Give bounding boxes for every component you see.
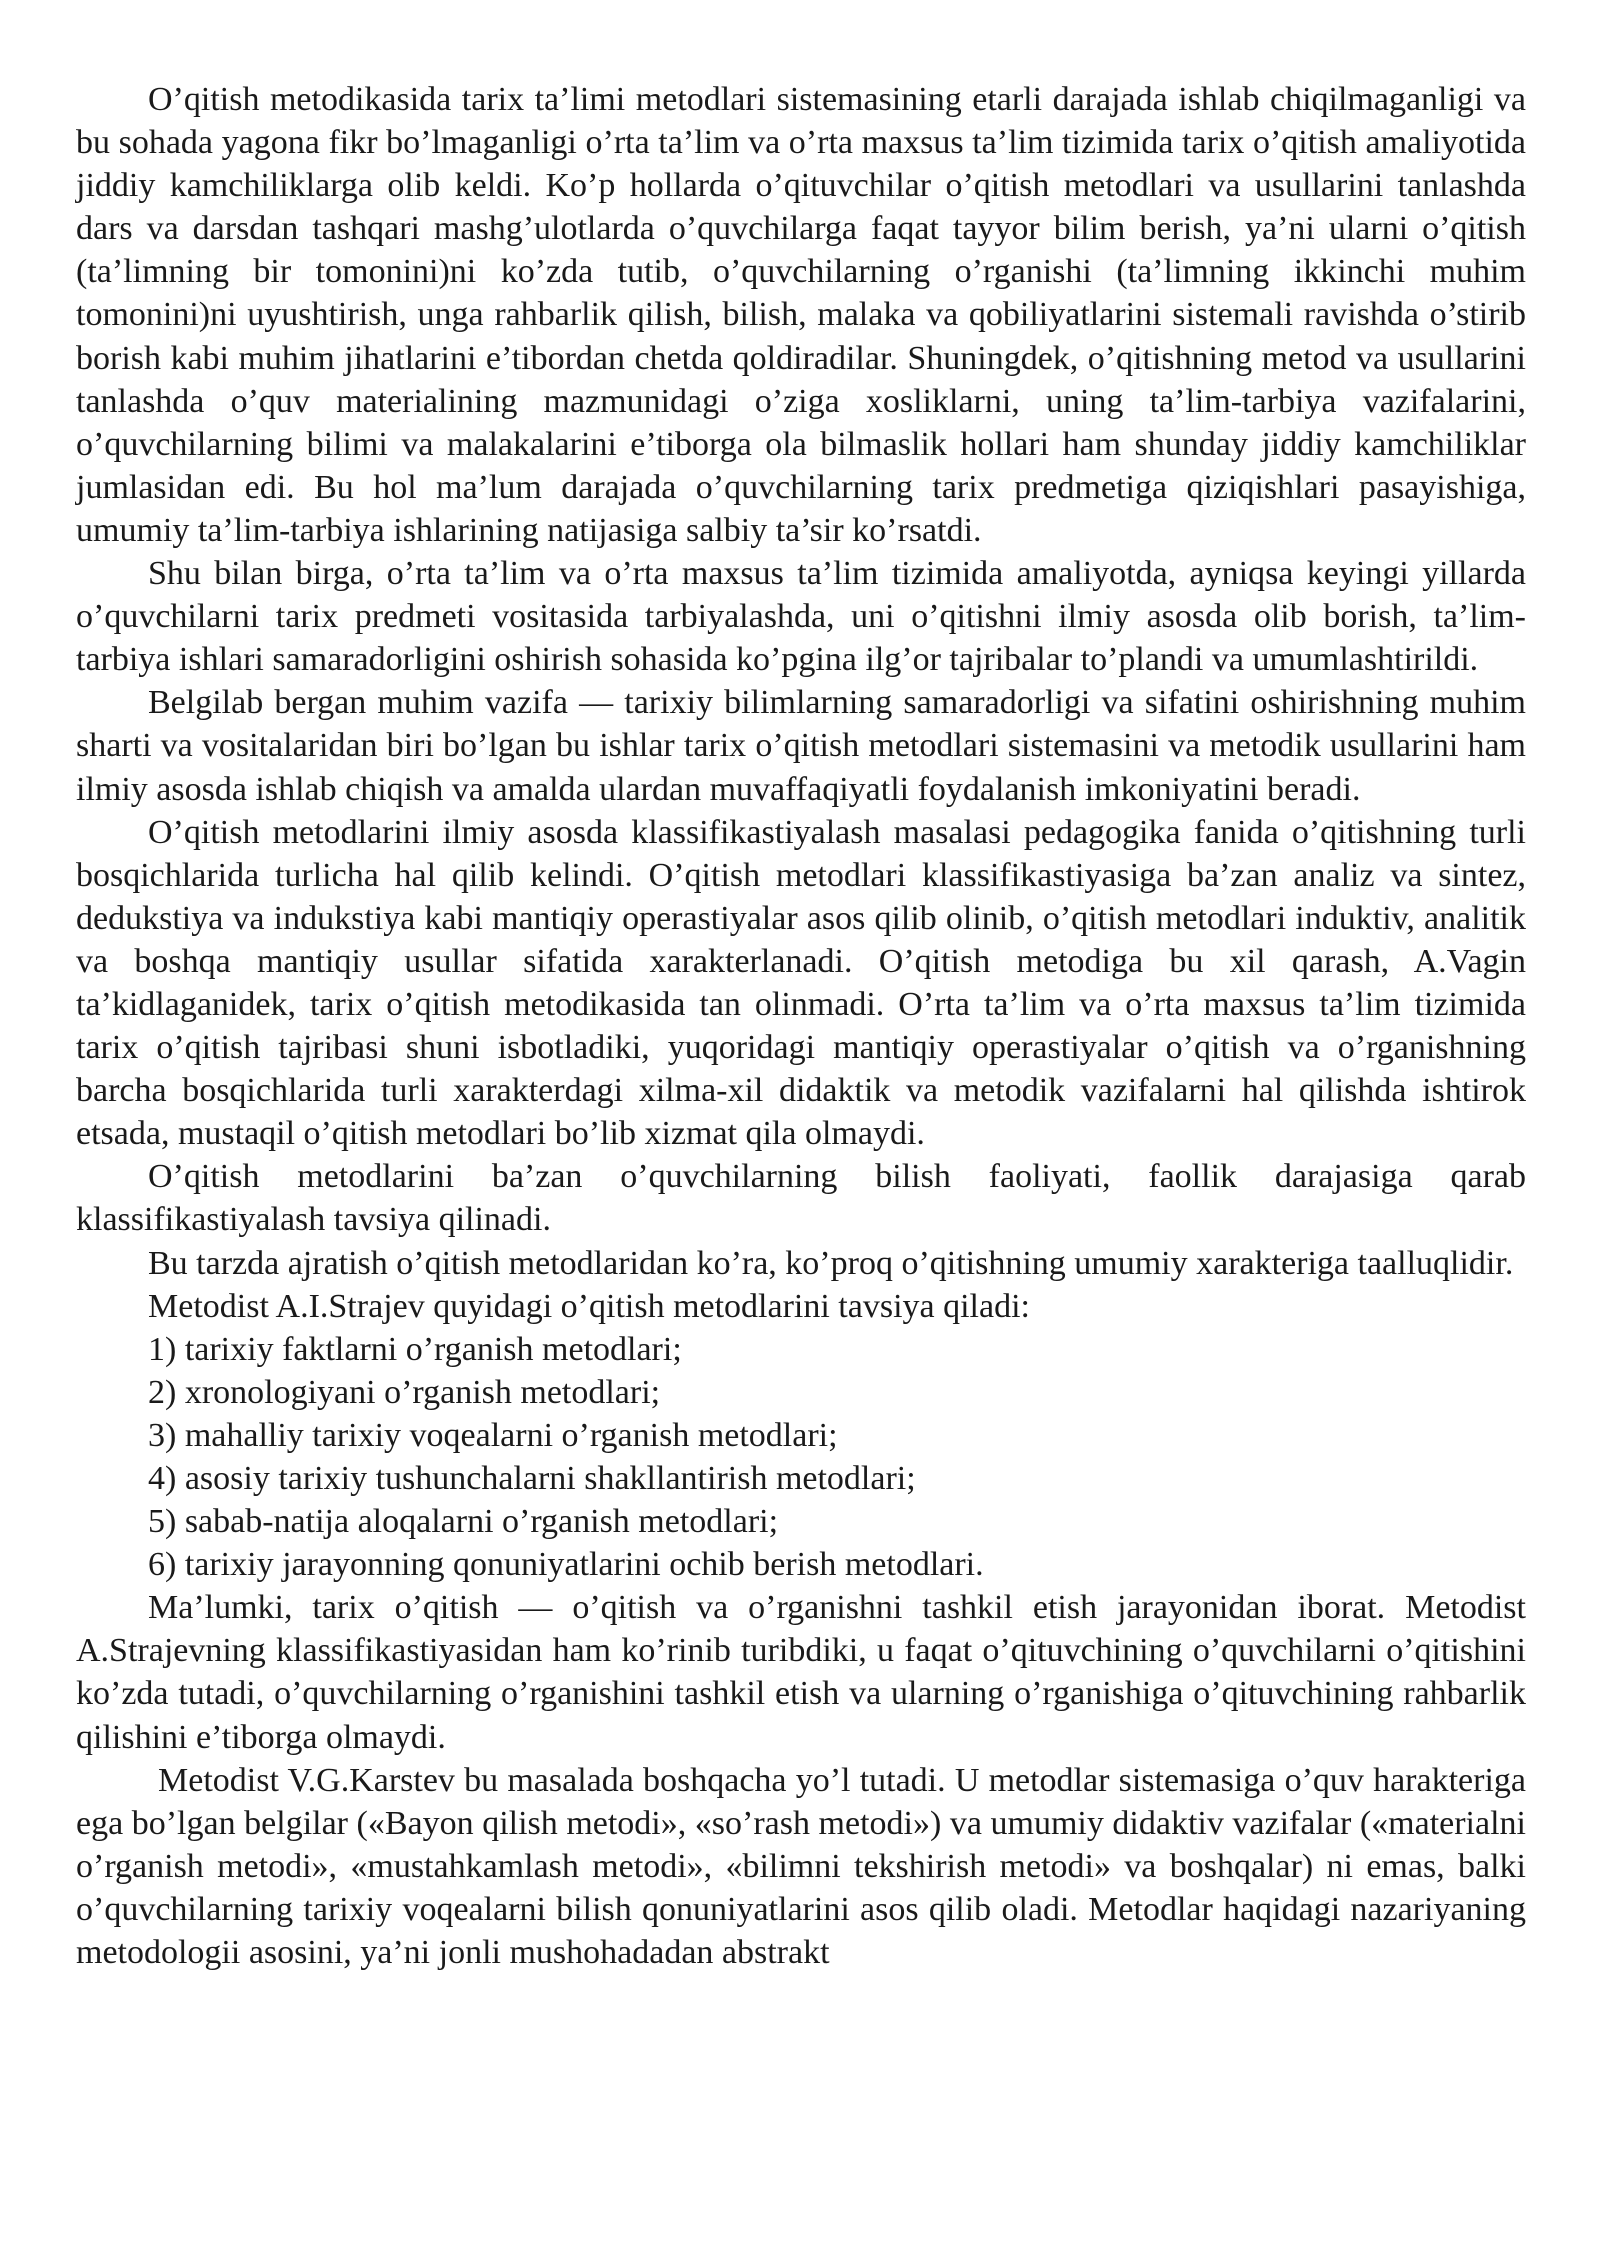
document-page (76, 78, 1526, 1974)
list-item: 5) sabab-natija aloqalarni o’rganish metodlari; (148, 1503, 779, 1541)
list-item: 3) mahalliy tarixiy voqealarni o’rganish metodlari; (148, 1416, 838, 1454)
list-item: 6) tarixiy jarayonning qonuniyatlarini ochib berish metodlari. (148, 1546, 984, 1584)
list-item: 4) asosiy tarixiy tushunchalarni shakllantirish metodlari; (148, 1460, 916, 1497)
list-item: 1) tarixiy faktlarni o’rganish metodlari; (148, 1330, 682, 1368)
paragraph-3: Belgilab bergan muhim vazifa — tarixiy bilimlarning samaradorligi va sifatini oshirishning muhim sharti va vositalaridan biri bo’lgan bu ishlar tarix o’qitish metodlari sistemasini va metodik usullarini ham ilmiy asosda ishlab chiqish va amalda ulardan muvaffaqiyatli foydalanish imkoniyatini beradi. (76, 684, 1526, 808)
paragraph-9: Metodist V.G.Karstev bu masalada boshqacha yo’l tutadi. U metodlar sistemasiga o’quv harakteriga ega bo’lgan belgilar («Bayon qilish metodi», «so’rash metodi») va umumiy didaktiv vazifalar («materialni o’rganish metodi», «mustahkamlash metodi», «bilimni tekshirish metodi» va boshqalar) ni emas, balki o’quvchilarning tarixiy voqealarni bilish qonuniyatlarini asos qilib oladi. Metodlar haqidagi nazariyaning metodologii asosini, ya’ni jonli mushohadadan abstrakt (76, 1761, 1526, 1972)
paragraph-2: Shu bilan birga, o’rta ta’lim va o’rta maxsus ta’lim tizimida amaliyotda, ayniqsa keyingi yillarda o’quvchilarni tarix predmeti vositasida tarbiyalashda, uni o’qitishni ilmiy asosda olib borish, ta’lim-tarbiya ishlari samaradorligini oshirish sohasida ko’pgina ilg’or tajribalar to’plandi va umumlashtirildi. (76, 555, 1526, 679)
paragraph-5: O’qitish metodlarini ba’zan o’quvchilarning bilish faoliyati, faollik darajasiga qarab klassifikastiyalash tavsiya qilinadi. (76, 1158, 1526, 1239)
list-item: 2) xronologiyani o’rganish metodlari; (148, 1373, 661, 1411)
paragraph-7: Metodist A.I.Strajev quyidagi o’qitish metodlarini tavsiya qiladi: (148, 1287, 1030, 1325)
paragraph-8: Ma’lumki, tarix o’qitish — o’qitish va o’rganishni tashkil etish jarayonidan iborat. Metodist A.Strajevning klassifikastiyasidan ham ko’rinib turibdiki, u faqat o’qituvchining o’quvchilarni o’qitishini ko’zda tutadi, o’quvchilarning o’rganishini tashkil etish va ularning o’rganishiga o’qituvchining rahbarlik qilishini e’tiborga olmaydi. (76, 1589, 1526, 1756)
paragraph-4: O’qitish metodlarini ilmiy asosda klassifikastiyalash masalasi pedagogika fanida o’qitishning turli bosqichlarida turlicha hal qilib kelindi. O’qitish metodlari klassifikastiyasiga ba’zan analiz va sintez, dedukstiya va indukstiya kabi mantiqiy operastiyalar asos qilib olinib, o’qitish metodlari induktiv, analitik va boshqa mantiqiy usullar sifatida xarakterlanadi. O’qitish metodiga bu xil qarash, A.Vagin ta’kidlaganidek, tarix o’qitish metodikasida tan olinmadi. O’rta ta’lim va o’rta maxsus ta’lim tizimida tarix o’qitish tajribasi shuni isbotladiki, yuqoridagi mantiqiy operastiyalar o’qitish va o’rganishning barcha bosqichlarida turli xarakterdagi xilma-xil didaktik va metodik vazifalarni hal qilishda ishtirok etsada, mustaqil o’qitish metodlari bo’lib xizmat qila olmaydi. (76, 813, 1526, 1153)
paragraph-6: Bu tarzda ajratish o’qitish metodlaridan ko’ra, ko’proq o’qitishning umumiy xarakteriga taalluqlidir. (148, 1244, 1514, 1282)
paragraph-1: O’qitish metodikasida tarix ta’limi metodlari sistemasining etarli darajada ishlab chiqilmaganligi va bu sohada yagona fikr bo’lmaganligi o’rta ta’lim va o’rta maxsus ta’lim tizimida tarix o’qitish amaliyotida jiddiy kamchiliklarga olib keldi. Ko’p hollarda o’qituvchilar o’qitish metodlari va usullarini tanlashda dars va darsdan tashqari mashg’ulotlarda o’quvchilarga faqat tayyor bilim berish, ya’ni ularni o’qitish (ta’limning bir tomonini)ni ko’zda tutib, o’quvchilarning o’rganishi (ta’limning ikkinchi muhim tomonini)ni uyushtirish, unga rahbarlik qilish, bilish, malaka va qobiliyatlarini sistemali ravishda o’stirib borish kabi muhim jihatlarini e’tibordan chetda qoldiradilar. Shuningdek, o’qitishning metod va usullarini tanlashda o’quv materialining mazmunidagi o’ziga xosliklarni, uning ta’lim-tarbiya vazifalarini, o’quvchilarning bilimi va malakalarini e’tiborga ola bilmaslik hollari ham shunday jiddiy kamchiliklar jumlasidan edi. Bu hol ma’lum darajada o’quvchilarning tarix predmetiga qiziqishlari pasayishiga, umumiy ta’lim-tarbiya ishlarining natijasiga salbiy ta’sir ko’rsatdi. (76, 81, 1526, 549)
methods-list (76, 1328, 1526, 1587)
